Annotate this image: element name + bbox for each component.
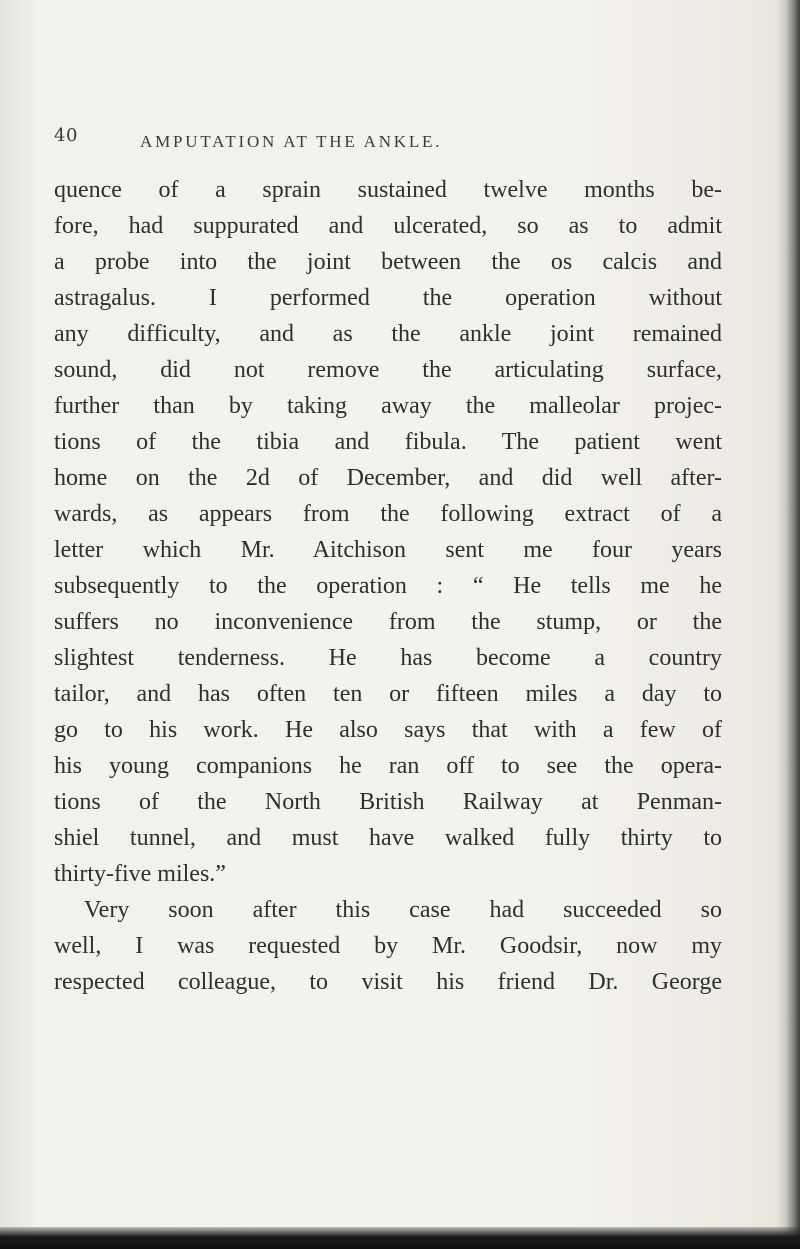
text-line: further than by taking away the malleolar projec-	[54, 393, 722, 419]
text-line: sound, did not remove the articulating surface,	[54, 357, 722, 383]
text-line: astragalus. I performed the operation without	[54, 285, 722, 311]
body-text	[54, 172, 722, 1000]
text-line: home on the 2d of December, and did well after-	[54, 465, 722, 491]
text-line: quence of a sprain sustained twelve months be-	[54, 177, 722, 203]
text-line: his young companions he ran off to see the opera-	[54, 753, 722, 779]
page-edge-shadow	[776, 0, 786, 1249]
page-header	[0, 126, 800, 160]
text-line: tailor, and has often ten or fifteen miles a day to	[54, 681, 722, 707]
text-line: subsequently to the operation : “ He tells me he	[54, 573, 722, 599]
text-line: tions of the North British Railway at Penman-	[54, 789, 722, 815]
text-line: thirty-five miles.”	[54, 861, 226, 887]
text-line: well, I was requested by Mr. Goodsir, now my	[54, 933, 722, 959]
page-edge	[786, 0, 800, 1249]
page-number: 40	[54, 125, 78, 146]
text-line: any difficulty, and as the ankle joint remained	[54, 321, 722, 347]
text-line: wards, as appears from the following extract of a	[54, 501, 722, 527]
page-bottom-edge	[0, 1227, 800, 1249]
text-line: respected colleague, to visit his friend Dr. George	[54, 969, 722, 995]
text-line: letter which Mr. Aitchison sent me four years	[54, 537, 722, 563]
text-line: slightest tenderness. He has become a country	[54, 645, 722, 671]
text-line: fore, had suppurated and ulcerated, so as to admit	[54, 213, 722, 239]
running-head: AMPUTATION AT THE ANKLE.	[140, 132, 443, 151]
text-line: Very soon after this case had succeeded so	[84, 897, 722, 923]
page-gutter-shadow	[0, 0, 40, 1249]
text-line: shiel tunnel, and must have walked fully thirty to	[54, 825, 722, 851]
text-line: go to his work. He also says that with a few of	[54, 717, 722, 743]
text-line: a probe into the joint between the os calcis and	[54, 249, 722, 275]
text-line: suffers no inconvenience from the stump, or the	[54, 609, 722, 635]
text-line: tions of the tibia and fibula. The patient went	[54, 429, 722, 455]
